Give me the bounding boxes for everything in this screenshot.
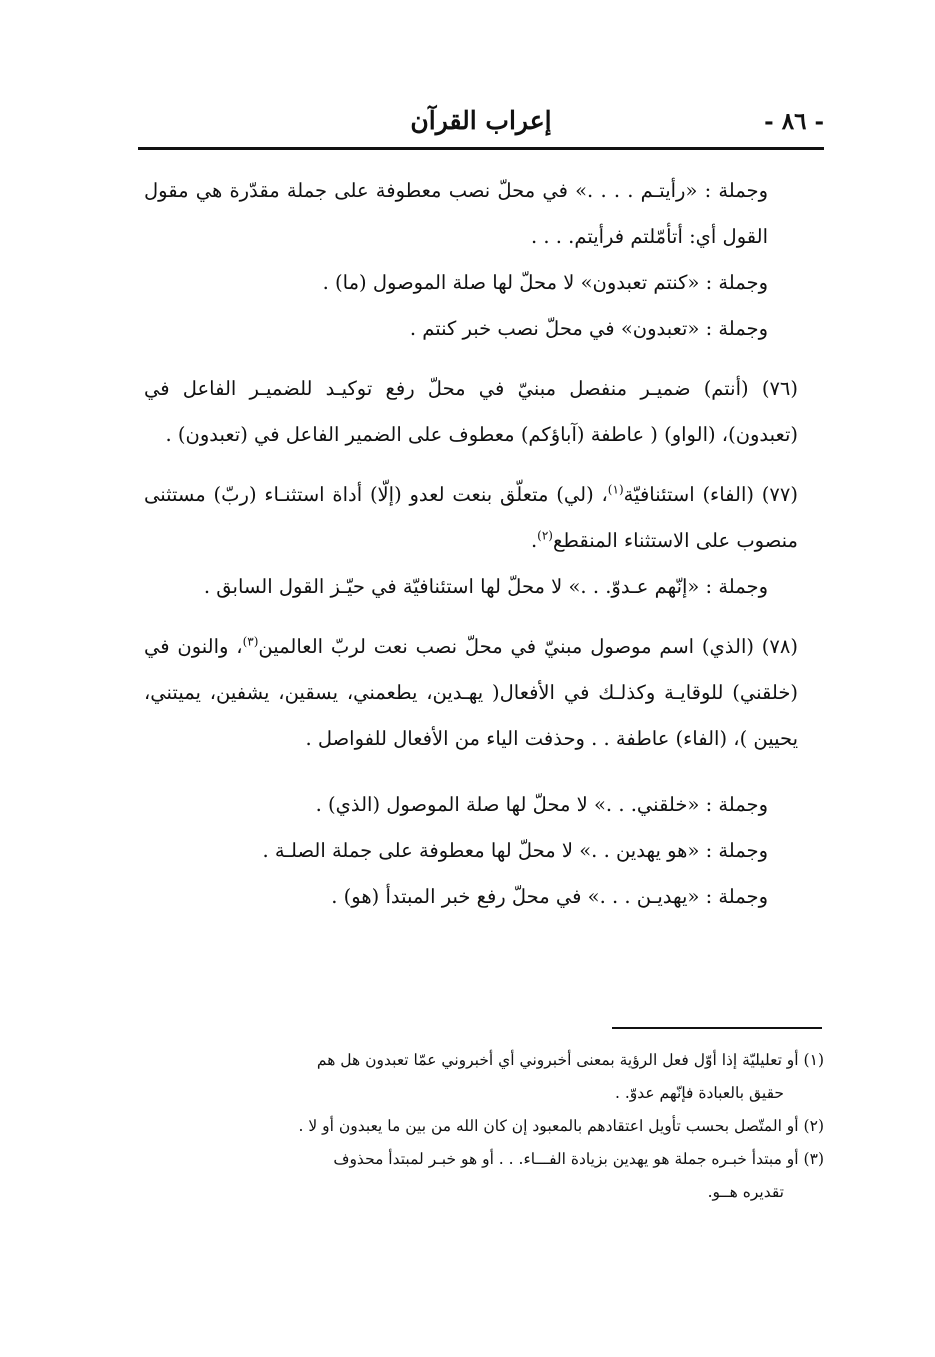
paragraph-text: ، والنون في (خلقني) للوقايـة وكذلـك في الأفعال( يهـدين، يطعمني، يسقين، يشفين، يميتني، يحيين )، (الفاء) عاطفة . . وحذفت الياء من الأفعال للفواصل . xyxy=(144,635,798,750)
footnote-number: (١) xyxy=(803,1051,824,1069)
footnote-text: أو مبتدأ خبـره جملة هو يهدين بزيادة الفـــاء. . . أو هو خبـر لمبتدأ محذوف xyxy=(333,1150,799,1168)
paragraph: وجملة : «إنّهم عـدوّ. . .» لا محلّ لها استئنافيّة في حيّـز القول السابق . xyxy=(203,575,768,598)
paragraph: وجملة : «رأيتـم . . . .» في محلّ نصب معطوفة على جملة مقدّرة هي مقول القول أي: أتأمّلتم فرأيتم. . . . xyxy=(144,179,768,248)
footnote-ref: (٣) xyxy=(242,634,259,649)
footnote-text: أو المتّصل بحسب تأويل اعتقادهم بالمعبود إن كان الله من بين ما يعبدون أو لا . xyxy=(298,1117,799,1135)
page-body xyxy=(144,168,816,920)
footnote-ref: (١) xyxy=(607,482,624,497)
page-header xyxy=(138,100,824,144)
footnote xyxy=(156,1143,824,1209)
footnote xyxy=(156,1044,824,1110)
paragraph: وجملة : «يهديـن . . .» في محلّ رفع خبر المبتدأ (هو) . xyxy=(331,885,768,908)
footnote-number: (٢) xyxy=(803,1117,824,1135)
paragraph: وجملة : «تعبدون» في محلّ نصب خبر كنتم . xyxy=(409,317,768,340)
footnote-text-continued: تقديره هــو. xyxy=(707,1183,784,1201)
footnotes xyxy=(156,1044,824,1209)
page-title: إعراب القرآن xyxy=(410,106,552,135)
footnote-text: أو تعليليّة إذا أوّل فعل الرؤية بمعنى أخبروني أي أخبروني عمّا تعبدون هل هم xyxy=(316,1051,799,1069)
footnote-number: (٣) xyxy=(803,1150,824,1168)
footnote-text-continued: حقيق بالعبادة فإنّهم عدوّ. . xyxy=(614,1084,784,1102)
paragraph-text: (٧٧) (الفاء) استئنافيّة xyxy=(623,483,798,506)
header-rule xyxy=(138,147,824,150)
footnote xyxy=(156,1110,824,1143)
paragraph xyxy=(144,624,816,762)
paragraph xyxy=(144,472,816,564)
paragraph: وجملة : «كنتم تعبدون» لا محلّ لها صلة الموصول (ما) . xyxy=(322,271,768,294)
paragraph-text: (٧٨) (الذي) اسم موصول مبنيّ في محلّ نصب نعت لربّ العالمين xyxy=(258,635,798,658)
paragraph-text: ، (لي) متعلّق بنعت لعدو (إلّا) أداة استثنـاء (ربّ) مستثنى منصوب على الاستثناء المنقطع xyxy=(144,483,798,552)
page-number: - ٨٦ - xyxy=(764,108,824,135)
paragraph: وجملة : «هو يهدين . .» لا محلّ لها معطوفة على جملة الصلـة . xyxy=(262,839,768,862)
paragraph-text: . xyxy=(530,529,538,552)
paragraph: (٧٦) (أنتم) ضميـر منفصل مبنيّ في محلّ رفع توكيـد للضميـر الفاعل في (تعبدون)، (الواو) ( عاطفة (آباؤكم) معطوف على الضمير الفاعل في (تعبدون) . xyxy=(144,377,798,446)
footnote-ref: (٢) xyxy=(537,528,553,543)
paragraph: وجملة : «خلقني. . .» لا محلّ لها صلة الموصول (الذي) . xyxy=(315,793,768,816)
footnote-rule xyxy=(612,1027,822,1029)
